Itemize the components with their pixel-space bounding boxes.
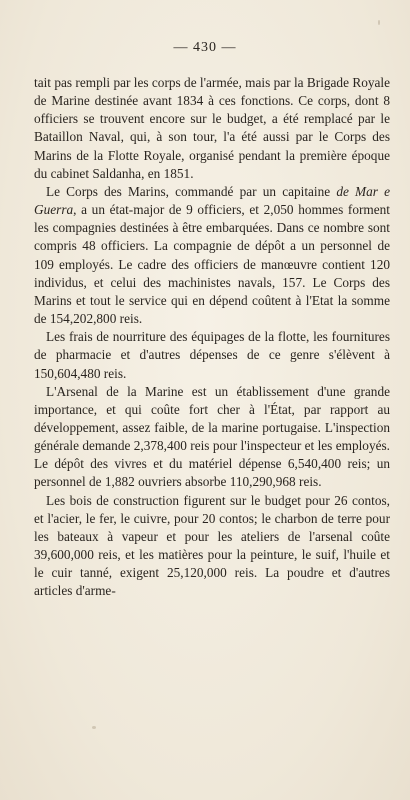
paper-spot — [92, 726, 96, 729]
body-text — [34, 74, 390, 601]
paragraph-5: Les bois de construction figurent sur le budget pour 26 contos, et l'acier, le fer, le cuivre, pour 20 contos; le charbon de terre pour les bateaux à vapeur et pour les ateliers de l'arsenal coûte 39,600,000 reis, et les matières pour la peinture, le suif, l'huile et le cuir tanné, exigent 25,120,000 reis. La poudre et d'autres articles d'arme- — [34, 492, 390, 599]
paragraph-3: Les frais de nourriture des équipages de la flotte, les fournitures de pharmacie et d'autres dépenses de ce genre s'élèvent à 150,604,480 reis. — [34, 329, 390, 381]
paragraph-2-end: , a un état-major de 9 officiers, et 2,050 hommes forment les compagnies destinées à être embarquées. Dans ce nombre sont compris 48 officiers. La compagnie de dépôt a un personnel de 109 employés. Le cadre des officiers de manœuvre contient 120 individus, et celui des machinistes navals, 157. Le Corps des Marins et tout le service qui en dépend coûtent à l'Etat la somme de 154,202,800 reis. — [34, 202, 390, 327]
page-number: — 430 — — [173, 40, 237, 55]
paragraph-1: tait pas rempli par les corps de l'armée, mais par la Brigade Royale de Marine destinée avant 1834 à ces fonctions. Ce corps, dont 8 officiers se trouvent encore sur le budget, a été remplacé par le Bataillon Naval, qui, à son tour, l'a été aussi par le Corps des Marins de la Flotte Royale, organisé pendant la première époque du cabinet Saldanha, en 1851. — [34, 75, 390, 181]
paragraph-2-italic-rank: de Mar e Guerra — [34, 183, 390, 218]
paragraph-2 — [34, 183, 390, 328]
paragraph-2-start: Le Corps des Marins, commandé par un capitaine — [46, 183, 337, 199]
paper-spot — [378, 20, 380, 25]
paragraph-4: L'Arsenal de la Marine est un établissement d'une grande importance, et qui coûte fort cher à l'État, par rapport au développement, assez faible, de la marine portugaise. L'inspection générale demande 2,378,400 reis pour l'inspecteur et les employés. Le dépôt des vivres et du matériel dépense 6,540,400 reis; un personnel de 1,882 ouvriers absorbe 110,290,968 reis. — [34, 383, 390, 490]
